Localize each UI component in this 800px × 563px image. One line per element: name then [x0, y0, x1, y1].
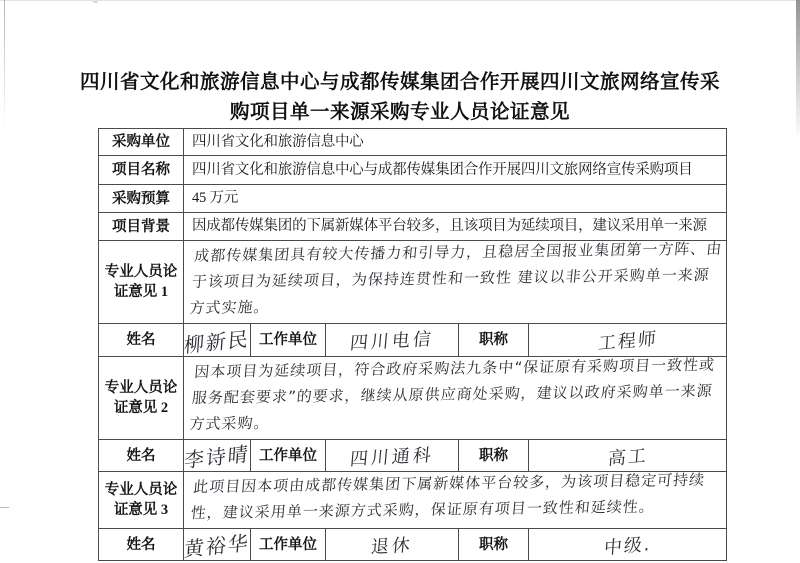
opinion3-label: 专业人员论证意见 3 [99, 472, 184, 529]
table-row [99, 185, 727, 213]
table-row [99, 472, 727, 529]
document-title-line1: 四川省文化和旅游信息中心与成都传媒集团合作开展四川文旅网络宣传采 [79, 72, 720, 93]
unit3-value: 退休 [369, 534, 414, 558]
unit1-label: 工作单位 [251, 324, 326, 357]
background-value: 因成都传媒集团的下属新媒体平台较多，且该项目为延续项目，建议采用单一来源 [184, 213, 727, 241]
opinion1-text: 成都传媒集团具有较大传播力和引导力，且稳居全国报业集团第一方阵、由于该项目为延续项目，为保持连贯性和一致性 建议以非公开采购单一来源方式实施。 [188, 239, 724, 318]
opinion1-label: 专业人员论证意见 1 [99, 241, 184, 324]
table-row [99, 241, 727, 324]
unit1-value: 四川电信 [349, 328, 435, 355]
purchaser-value: 四川省文化和旅游信息中心 [184, 129, 727, 156]
scan-tick [0, 507, 9, 508]
scan-edge-top [0, 0, 800, 1]
unit3-label: 工作单位 [251, 529, 326, 561]
unit2-handwritten [326, 440, 459, 472]
project-name-value: 四川省文化和旅游信息中心与成都传媒集团合作开展四川文旅网络宣传采购项目 [184, 156, 727, 185]
unit2-label: 工作单位 [251, 440, 326, 472]
name2-label: 姓名 [99, 440, 184, 472]
name1-signature [184, 324, 251, 357]
name2-signature [184, 440, 251, 472]
opinion-form-table [98, 128, 727, 561]
name1-value: 柳新民 [183, 325, 251, 358]
title1-label: 职称 [459, 324, 529, 357]
name3-value: 黄裕华 [183, 530, 251, 562]
table-row [99, 529, 727, 561]
opinion2-handwritten [184, 357, 727, 440]
name3-signature [184, 529, 251, 561]
table-row [99, 440, 727, 472]
title3-value: 中级. [602, 533, 652, 559]
budget-value: 45 万元 [184, 185, 727, 213]
title3-handwritten [529, 529, 727, 561]
project-name-label: 项目名称 [99, 156, 184, 185]
title2-label: 职称 [459, 440, 529, 472]
name1-label: 姓名 [99, 324, 184, 357]
opinion3-text: 此项目因本项由成都传媒集团下属新媒体平台较多，为该项目稳定可持续性，建议采用单一来源方式采购，保证原有项目一致性和延续性。 [189, 470, 706, 523]
table-row [99, 156, 727, 185]
unit3-handwritten [326, 529, 459, 561]
background-label: 项目背景 [99, 213, 184, 241]
scan-speck [93, 1, 98, 3]
title2-value: 高工 [606, 444, 649, 470]
table-row [99, 129, 727, 156]
table-row [99, 357, 727, 440]
opinion3-handwritten [184, 472, 727, 529]
purchaser-label: 采购单位 [99, 129, 184, 156]
opinion2-label: 专业人员论证意见 2 [99, 357, 184, 440]
unit2-value: 四川通科 [349, 444, 435, 470]
name3-label: 姓名 [99, 529, 184, 561]
name2-value: 李诗晴 [183, 441, 251, 473]
unit1-handwritten [326, 324, 459, 357]
table-row [99, 324, 727, 357]
document-title [0, 68, 800, 128]
title1-value: 工程师 [596, 328, 659, 355]
opinion1-handwritten [184, 241, 727, 324]
document-title-line2: 购项目单一来源采购专业人员论证意见 [229, 102, 570, 123]
budget-label: 采购预算 [99, 185, 184, 213]
opinion2-text: 因本项目为延续项目，符合政府采购法九条中“保证原有采购项目一致性或服务配套要求”的要求，继续从原供应商处采购，建议以政府采购单一来源方式采购。 [188, 355, 716, 434]
title3-label: 职称 [459, 529, 529, 561]
